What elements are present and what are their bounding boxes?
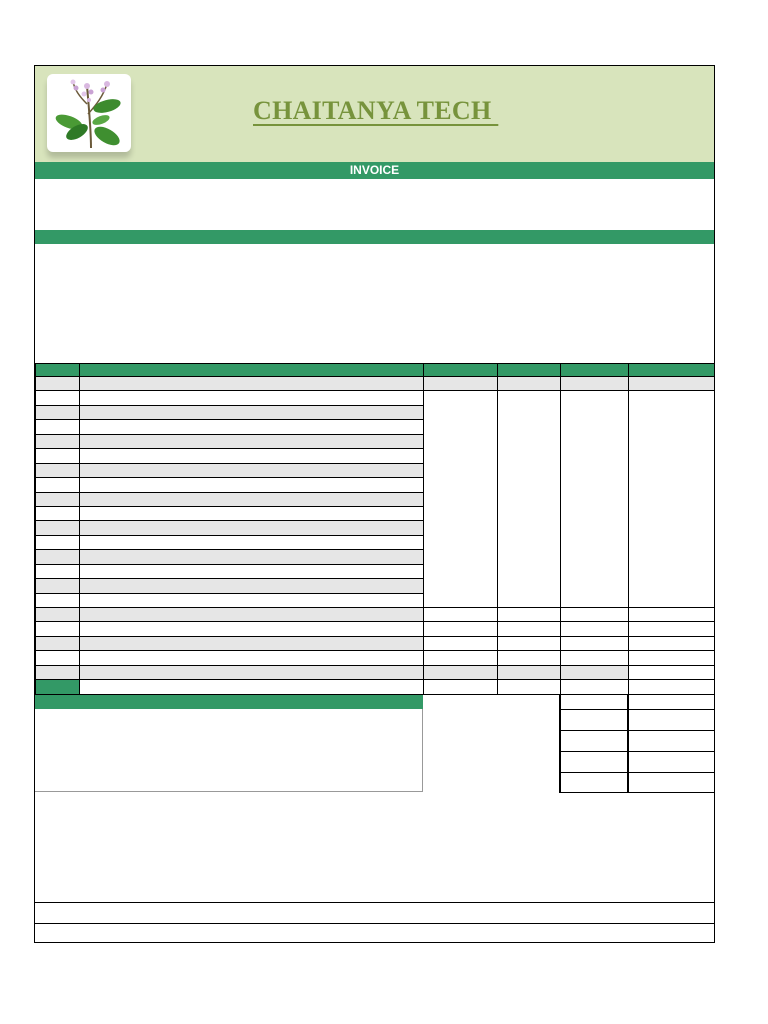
table-row	[36, 535, 715, 549]
invoice-sheet	[34, 65, 715, 943]
table-row	[36, 420, 715, 434]
table-row	[36, 506, 715, 520]
table-row	[36, 478, 715, 492]
table-row	[36, 521, 715, 535]
totals-row-divider	[559, 792, 714, 793]
invoice-header	[35, 66, 714, 162]
invoice-title-band	[35, 162, 714, 179]
table-row	[36, 377, 715, 391]
table-header-row	[36, 364, 715, 377]
table-row	[36, 622, 715, 636]
footer-divider	[35, 902, 714, 903]
line-items-table	[35, 363, 715, 695]
table-row	[36, 550, 715, 564]
table-row	[36, 636, 715, 650]
table-row	[36, 463, 715, 477]
invoice-title: INVOICE	[349, 163, 400, 177]
table-row	[36, 651, 715, 665]
footer-divider	[35, 923, 714, 924]
table-row	[36, 665, 715, 679]
totals-row-divider	[559, 709, 714, 710]
notes-box	[35, 709, 423, 792]
table-row	[36, 434, 715, 448]
totals-row-divider	[559, 751, 714, 752]
table-row	[36, 564, 715, 578]
table-row	[36, 608, 715, 622]
tulsi-plant-icon	[47, 74, 131, 152]
totals-row-divider	[559, 772, 714, 773]
table-row	[36, 405, 715, 419]
company-name: CHAITANYA TECH	[253, 96, 499, 125]
table-row	[36, 391, 715, 405]
table-row	[36, 593, 715, 607]
notes-band	[35, 695, 423, 709]
billing-section-band	[35, 230, 714, 244]
table-row	[36, 449, 715, 463]
table-row	[36, 492, 715, 506]
totals-row-divider	[559, 730, 714, 731]
table-row	[36, 579, 715, 593]
table-row	[36, 680, 715, 694]
